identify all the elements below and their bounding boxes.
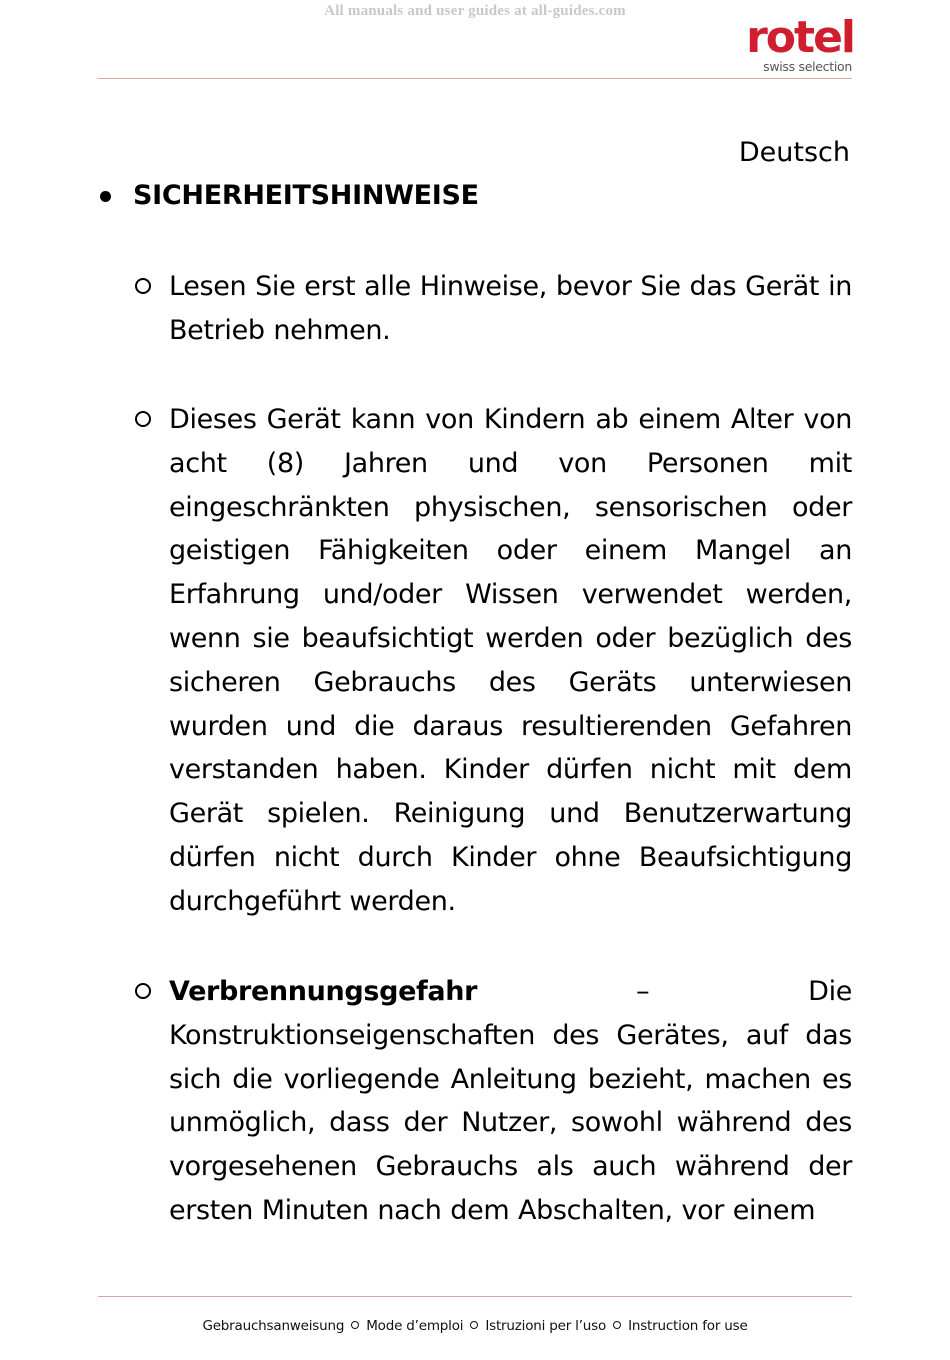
brand-name: rotel <box>746 12 854 63</box>
separator-circle-icon <box>613 1321 621 1329</box>
warning-body: Konstruktionseigenschaften des Gerätes, auf das sich die vorliegende Anleitung bezieht, machen es unmöglich, dass der Nutzer, sowohl während des vorgesehenen Gebrauchs als auch während der ersten Minuten nach dem Abschalten, vor einem <box>169 1019 852 1226</box>
circle-bullet-icon <box>135 278 151 294</box>
list-item-text <box>169 970 852 1233</box>
bullet-dot-icon <box>100 191 111 202</box>
warning-first-word: Die <box>808 976 852 1007</box>
footer-link-fr: Mode d’emploi <box>366 1318 464 1334</box>
brand-logo <box>706 12 854 78</box>
circle-bullet-icon <box>135 983 151 999</box>
circle-bullet-icon <box>135 411 151 427</box>
footer-divider <box>98 1296 852 1297</box>
list-item <box>133 398 852 924</box>
footer-link-en: Instruction for use <box>628 1318 748 1334</box>
footer-link-de: Gebrauchsanweisung <box>202 1318 345 1334</box>
brand-tagline: swiss selection <box>763 59 852 74</box>
list-item <box>133 265 852 353</box>
list-item-heading-line <box>169 970 852 1014</box>
footer-link-it: Istruzioni per l’uso <box>485 1318 607 1334</box>
warning-keyword: Verbrennungsgefahr <box>169 976 478 1007</box>
list-item-text: Lesen Sie erst alle Hinweise, bevor Sie das Gerät in Betrieb nehmen. <box>169 271 852 346</box>
header-divider <box>98 78 852 79</box>
footer <box>0 1318 950 1334</box>
separator-circle-icon <box>470 1321 478 1329</box>
watermark: All manuals and user guides at all-guides.com <box>324 3 626 19</box>
separator-circle-icon <box>351 1321 359 1329</box>
list-item-text: Dieses Gerät kann von Kindern ab einem Alter von acht (8) Jahren und von Personen mit eingeschränkten physischen, sensorischen oder geistigen Fähigkeiten oder einem Mangel an Erfahrung und/oder Wissen verwendet werden, wenn sie beaufsichtigt werden oder bezüglich des sicheren Gebrauchs des Geräts unterwiesen wurden und die daraus resultierenden Gefahren verstanden haben. Kinder dürfen nicht mit dem Gerät spielen. Reinigung und Benutzerwartung dürfen nicht durch Kinder ohne Beaufsichtigung durchgeführt werden. <box>169 404 852 917</box>
warning-dash: – <box>636 976 650 1007</box>
language-label: Deutsch <box>738 137 850 168</box>
section-title: SICHERHEITSHINWEISE <box>133 180 479 211</box>
list-item <box>133 970 852 1233</box>
